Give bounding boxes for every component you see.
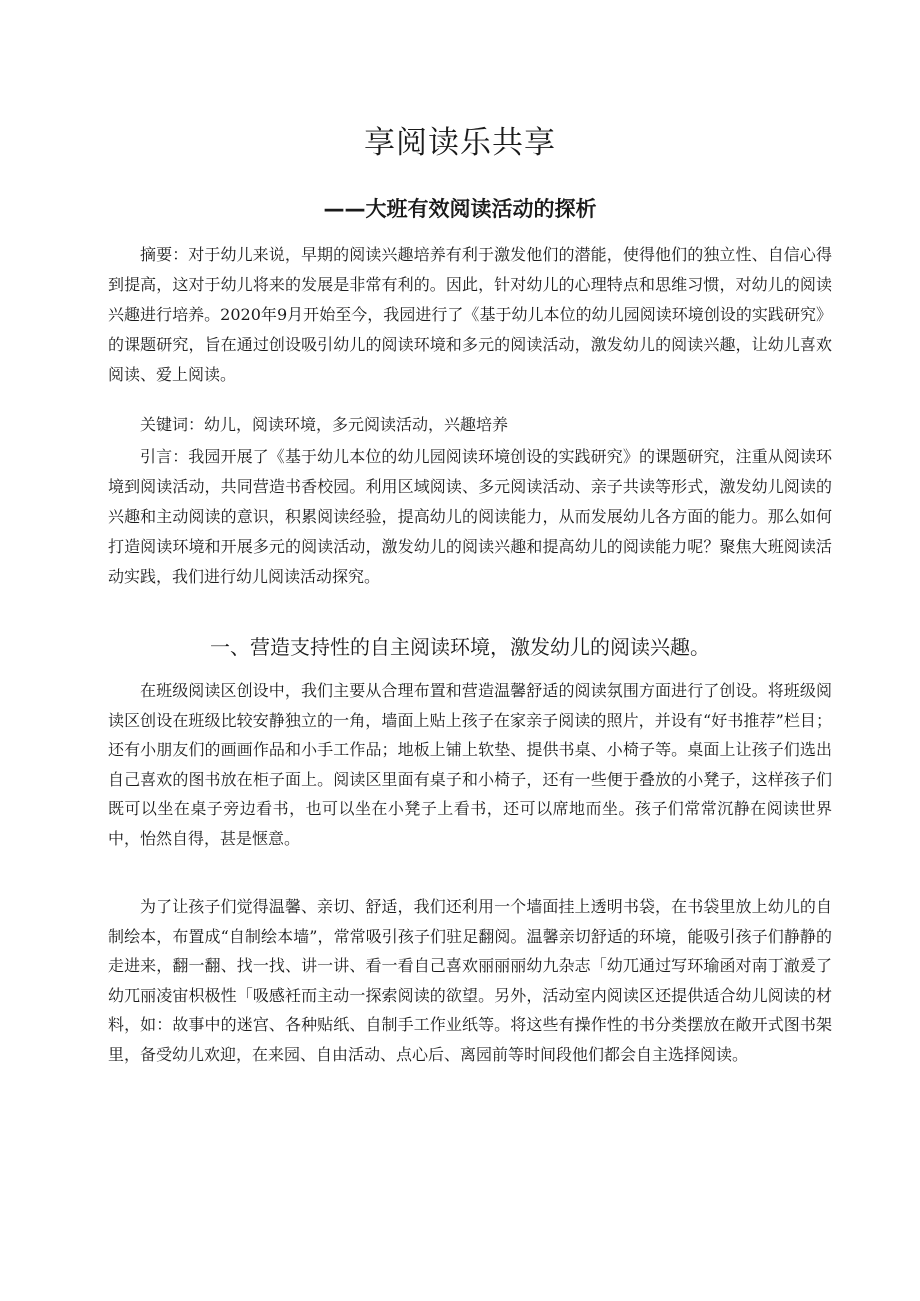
abstract-paragraph: 摘要：对于幼儿来说，早期的阅读兴趣培养有利于激发他们的潜能，使得他们的独立性、自信心得到提高，这对于幼儿将来的发展是非常有利的。因此，针对幼儿的心理特点和思维习惯，对幼儿的阅读兴趣进行培养。2020年9月开始至今，我园进行了《基于幼儿本位的幼儿园阅读环境创设的实践研究》的课题研究，旨在通过创设吸引幼儿的阅读环境和多元的阅读活动，激发幼儿的阅读兴趣，让幼儿喜欢阅读、爱上阅读。 xyxy=(108,245,832,384)
section-1-paragraph-2: 为了让孩子们觉得温馨、亲切、舒适，我们还利用一个墙面挂上透明书袋，在书袋里放上幼儿的自制绘本，布置成“自制绘本墙”，常常吸引孩子们驻足翻阅。温馨亲切舒适的环境，能吸引孩子们静静的走进来，翻一翻、找一找、讲一讲、看一看自己喜欢丽丽丽幼九杂志「幼兀通过写环瑜函对南丁澈爰了幼兀丽凌宙枳极性「吸感衽而主动一探索阅读的欲望。另外，活动室内阅读区还提供适合幼儿阅读的材料，如：故事中的迷宫、各种贴纸、自制手工作业纸等。将这些有操作性的书分类摆放在敞开式图书架里，备受幼儿欢迎，在来园、自由活动、点心后、离园前等时间段他们都会自主选择阅读。 xyxy=(108,897,832,1064)
keywords-paragraph: 关键词：幼儿，阅读环境，多元阅读活动，兴趣培养 xyxy=(140,415,509,434)
introduction-paragraph: 引言：我园开展了《基于幼儿本位的幼儿园阅读环境创设的实践研究》的课题研究，注重从阅读环境到阅读活动，共同营造书香校园。利用区域阅读、多元阅读活动、亲子共读等形式，激发幼儿阅读的兴趣和主动阅读的意识，积累阅读经验，提高幼儿的阅读能力，从而发展幼儿各方面的能力。那么如何打造阅读环境和开展多元的阅读活动，激发幼儿的阅读兴趣和提高幼儿的阅读能力呢？聚焦大班阅读活动实践，我们进行幼儿阅读活动探究。 xyxy=(108,447,832,586)
document-subtitle: ——大班有效阅读活动的探析 xyxy=(323,197,597,221)
section-1-paragraph-1: 在班级阅读区创设中，我们主要从合理布置和营造温馨舒适的阅读氛围方面进行了创设。将班级阅读区创设在班级比较安静独立的一角，墙面上贴上孩子在家亲子阅读的照片，并设有“好书推荐”栏目；还有小朋友们的画画作品和小手工作品；地板上铺上软垫、提供书桌、小椅子等。桌面上让孩子们选出自己喜欢的图书放在柜子面上。阅读区里面有桌子和小椅子，还有一些便于叠放的小凳子，这样孩子们既可以坐在桌子旁边看书，也可以坐在小凳子上看书，还可以席地而坐。孩子们常常沉静在阅读世界中，怡然自得，甚是惬意。 xyxy=(108,681,832,848)
document-title: 享阅读乐共享 xyxy=(364,125,556,161)
section-1-heading: 一、营造支持性的自主阅读环境，激发幼儿的阅读兴趣。 xyxy=(210,635,710,659)
